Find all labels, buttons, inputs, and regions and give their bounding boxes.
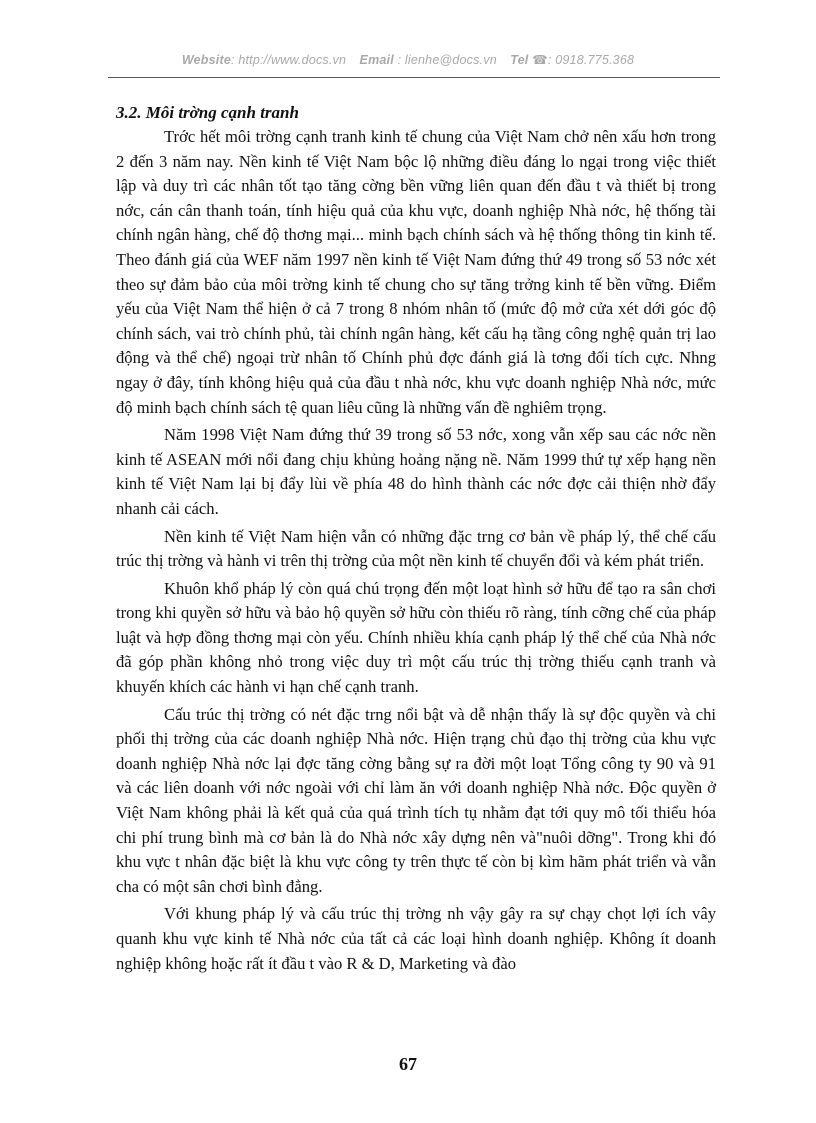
email-address[interactable]: lienhe@docs.vn — [404, 53, 497, 67]
paragraph: Khuôn khổ pháp lý còn quá chú trọng đến một loạt hình sở hữu để tạo ra sân chơi trong khi quyền sở hữu và bảo hộ quyền sở hữu còn thiếu rõ ràng, tính cỡng chế của pháp luật và hợp đồng thơng mại còn yếu. Chính nhiều khía cạnh pháp lý thể chế của Nhà nớc đã góp phần không nhỏ trong việc duy trì một cấu trúc thị trờng thiếu cạnh tranh và khuyến khích các hành vi hạn chế cạnh tranh. — [116, 578, 716, 697]
document-body — [116, 100, 716, 979]
email-separator: : — [393, 53, 405, 67]
website-url[interactable]: http://www.docs.vn — [238, 53, 347, 67]
website-label: Website — [181, 53, 231, 67]
tel-number: : 0918.775.368 — [547, 53, 635, 67]
paragraph: Năm 1998 Việt Nam đứng thứ 39 trong số 53 nớc, xong vẫn xếp sau các nớc nền kinh tế ASEAN mới nổi đang chịu khủng hoảng nặng nề. Năm 1999 thứ tự xếp hạng nền kinh tế Việt Nam lại bị đẩy lùi về phía 48 do hình thành các nớc đợc cải thiện nhờ đẩy nhanh cải cách. — [116, 425, 716, 518]
tel-label: Tel — [510, 53, 529, 67]
page-number: 67 — [399, 1054, 417, 1074]
paragraph: Với khung pháp lý và cấu trúc thị trờng nh vậy gây ra sự chạy chọt lợi ích vây quanh khu vực kinh tế Nhà nớc của tất cả các loại hình doanh nghiệp. Không ít doanh nghiệp không hoặc rất ít đầu t vào R & D, Marketing và đào — [116, 904, 716, 973]
phone-icon: ☎ — [532, 53, 548, 67]
section-heading: 3.2. Môi trờng cạnh tranh — [116, 103, 299, 122]
paragraph: Nền kinh tế Việt Nam hiện vẫn có những đặc trng cơ bản về pháp lý, thể chế cấu trúc thị trờng và hành vi trên thị trờng của một nền kinh tế chuyển đổi và kém phát triển. — [116, 526, 716, 571]
page-header — [0, 52, 816, 67]
email-label: Email — [359, 53, 394, 67]
paragraph: Cấu trúc thị trờng có nét đặc trng nổi bật và dễ nhận thấy là sự độc quyền và chi phối thị trờng của các doanh nghiệp Nhà nớc. Hiện trạng chủ đạo thị trờng của khu vực doanh nghiệp Nhà nớc lại đợc tăng cờng bằng sự ra đời một loạt Tổng công ty 90 và 91 và các liên doanh với nớc ngoài với chỉ làm ăn với doanh nghiệp Nhà nớc. Độc quyền ở Việt Nam không phải là kết quả của quá trình tích tụ nhằm đạt tới quy mô tối thiểu hóa chi phí trung bình mà cơ bản là do Nhà nớc xây dựng nên và"nuôi dỡng". Trong khi đó khu vực t nhân đặc biệt là khu vực công ty trên thực tế còn bị kìm hãm phát triển và vẫn cha có một sân chơi bình đẳng. — [116, 704, 716, 896]
paragraph: Trớc hết môi trờng cạnh tranh kinh tế chung của Việt Nam chở nên xấu hơn trong 2 đến 3 năm nay. Nền kinh tế Việt Nam bộc lộ những điều đáng lo ngại trong việc thiết lập và duy trì các nhân tốt tạo tăng cờng bền vững liên quan đến đầu t và thiết bị trong nớc, cán cân thanh toán, tính hiệu quả của khu vực, doanh nghiệp Nhà nớc, hệ thống tài chính ngân hàng, chế độ thơng mại... minh bạch chính sách và hệ thống thông tin kinh tế. Theo đánh giá của WEF năm 1997 nền kinh tế Việt Nam đứng thứ 49 trong số 53 nớc xét theo sự đảm bảo của môi trờng kinh tế chung cho sự tăng trởng kinh tế bền vững. Điểm yếu của Việt Nam thể hiện ở cả 7 trong 8 nhóm nhân tố (mức độ mở cửa xét dới góc độ chính sách, vai trò chính phủ, tài chính ngân hàng, kết cấu hạ tầng công nghệ quản trị lao động và thể chế) ngoại trừ nhân tố Chính phủ đợc đánh giá là tơng đối tích cực. Nhng ngay ở đây, tính không hiệu quả của đầu t nhà nớc, khu vực doanh nghiệp Nhà nớc, mức độ minh bạch chính sách tệ quan liêu cũng là những vấn đề nghiêm trọng. — [116, 127, 716, 417]
header-divider — [108, 77, 720, 78]
website-separator: : — [230, 53, 239, 67]
